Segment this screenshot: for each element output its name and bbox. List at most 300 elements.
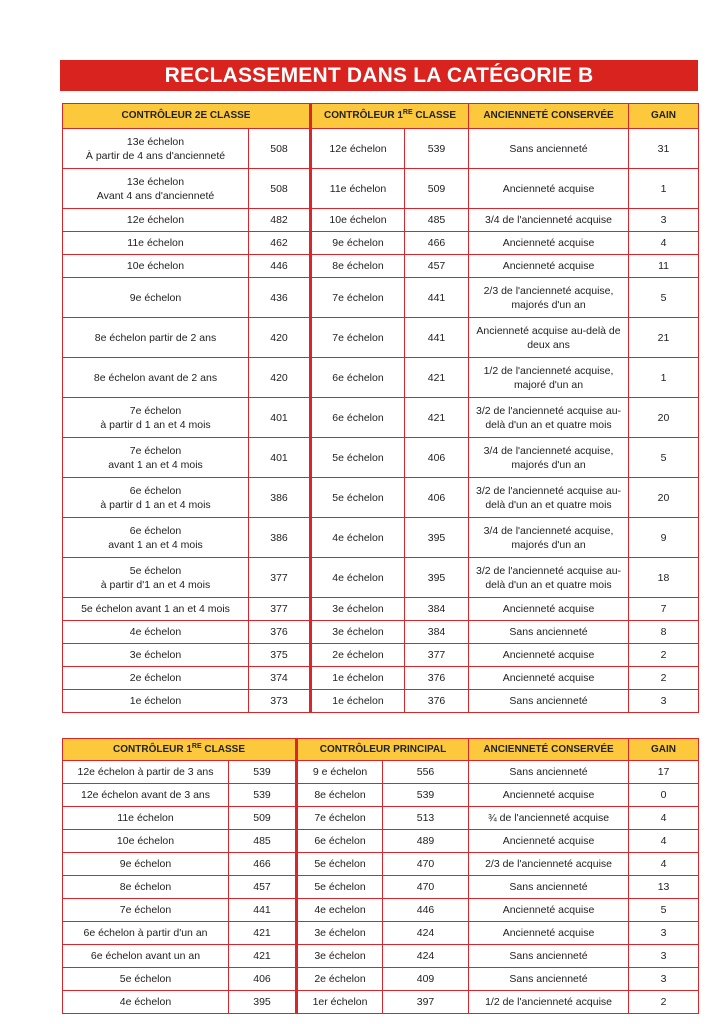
anciennete-conservee bbox=[469, 667, 629, 690]
gain bbox=[629, 876, 699, 899]
to-indice-line: 421 bbox=[427, 371, 446, 384]
to-echelon-line: 1er échelon bbox=[312, 996, 368, 1008]
from-indice-line: 386 bbox=[270, 531, 288, 544]
from-echelon-line: 12e échelon avant de 3 ans bbox=[80, 789, 211, 801]
anciennete-conservee-line: Sans ancienneté bbox=[509, 695, 588, 707]
to-indice bbox=[405, 438, 469, 478]
anciennete-conservee bbox=[469, 621, 629, 644]
from-echelon bbox=[63, 558, 249, 598]
table-row bbox=[63, 255, 699, 278]
from-echelon bbox=[63, 876, 229, 899]
from-echelon-line: 5e échelon bbox=[119, 973, 172, 985]
from-indice bbox=[249, 478, 311, 518]
anciennete-conservee-line: majorés d'un an bbox=[511, 458, 586, 471]
to-echelon bbox=[311, 558, 405, 598]
gain-line: 5 bbox=[660, 291, 667, 304]
to-echelon-line: 3e échelon bbox=[332, 603, 384, 615]
gain bbox=[629, 318, 699, 358]
gain bbox=[629, 690, 699, 713]
to-indice bbox=[405, 318, 469, 358]
anciennete-conservee-line: Sans ancienneté bbox=[509, 973, 588, 985]
gain-line: 7 bbox=[660, 603, 667, 615]
to-echelon-line: 5e échelon bbox=[314, 881, 366, 893]
from-indice-line: 421 bbox=[253, 927, 271, 939]
gain-line: 18 bbox=[657, 571, 670, 584]
header-controleur-1re-classe bbox=[63, 739, 297, 761]
to-indice-line: 395 bbox=[427, 571, 446, 584]
from-echelon-line: 6e échelon à partir d'un an bbox=[83, 927, 208, 939]
to-indice-line: 470 bbox=[416, 858, 435, 870]
anciennete-conservee bbox=[469, 598, 629, 621]
from-echelon-line: 12e échelon bbox=[126, 214, 185, 226]
from-indice bbox=[249, 318, 311, 358]
from-indice-line: 441 bbox=[253, 904, 271, 916]
table-row bbox=[63, 398, 699, 438]
anciennete-conservee-line: 3/4 de l'ancienneté acquise bbox=[485, 214, 612, 226]
table-row bbox=[63, 667, 699, 690]
to-indice bbox=[405, 621, 469, 644]
header-text-tail: CLASSE bbox=[201, 743, 245, 755]
header-superscript: RE bbox=[191, 742, 202, 750]
to-echelon bbox=[311, 129, 405, 169]
from-echelon-line: avant 1 an et 4 mois bbox=[108, 538, 203, 551]
anciennete-conservee bbox=[469, 169, 629, 209]
anciennete-conservee-line: delà d'un an et quatre mois bbox=[485, 418, 612, 431]
table-row bbox=[63, 830, 699, 853]
to-indice bbox=[405, 598, 469, 621]
to-echelon-line: 6e échelon bbox=[332, 371, 384, 384]
anciennete-conservee-line: Ancienneté acquise bbox=[502, 904, 595, 916]
reclassement-table-2e-to-1re bbox=[62, 103, 699, 713]
anciennete-conservee bbox=[469, 558, 629, 598]
from-echelon bbox=[63, 255, 249, 278]
from-indice bbox=[229, 922, 297, 945]
gain-line: 3 bbox=[660, 927, 667, 939]
from-echelon bbox=[63, 209, 249, 232]
anciennete-conservee-line: 3/2 de l'ancienneté acquise au- bbox=[476, 404, 622, 417]
to-indice-line: 539 bbox=[427, 142, 446, 155]
anciennete-conservee bbox=[469, 232, 629, 255]
from-echelon-line: 10e échelon bbox=[126, 260, 185, 272]
gain bbox=[629, 129, 699, 169]
anciennete-conservee-line: 3/4 de l'ancienneté acquise, bbox=[483, 444, 614, 457]
from-echelon bbox=[63, 945, 229, 968]
from-echelon-line: 4e échelon bbox=[119, 996, 172, 1008]
to-echelon bbox=[311, 621, 405, 644]
from-indice-line: 539 bbox=[253, 789, 271, 801]
from-echelon-line: 2e échelon bbox=[129, 672, 182, 684]
table-row bbox=[63, 318, 699, 358]
to-indice-line: 424 bbox=[416, 950, 435, 962]
to-indice bbox=[383, 945, 469, 968]
from-echelon-line: 8e échelon bbox=[119, 881, 172, 893]
to-echelon-line: 6e échelon bbox=[332, 411, 384, 424]
header-anciennete-conservee: ANCIENNETÉ CONSERVÉE bbox=[469, 104, 629, 129]
to-echelon-line: 5e échelon bbox=[332, 491, 384, 504]
table-header-row bbox=[63, 104, 699, 129]
anciennete-conservee bbox=[469, 478, 629, 518]
to-echelon bbox=[311, 232, 405, 255]
to-echelon bbox=[297, 922, 383, 945]
anciennete-conservee bbox=[469, 991, 629, 1014]
to-echelon-line: 4e échelon bbox=[332, 571, 384, 584]
from-echelon-line: à partir d 1 an et 4 mois bbox=[100, 498, 211, 511]
from-echelon-line: 11e échelon bbox=[127, 237, 184, 249]
table-row bbox=[63, 358, 699, 398]
from-indice-line: 466 bbox=[253, 858, 271, 870]
header-text: CONTRÔLEUR 1 bbox=[113, 743, 192, 755]
anciennete-conservee bbox=[469, 830, 629, 853]
header-gain: GAIN bbox=[629, 104, 699, 129]
to-indice-line: 409 bbox=[416, 973, 435, 985]
anciennete-conservee-line: majorés d'un an bbox=[511, 298, 586, 311]
anciennete-conservee bbox=[469, 209, 629, 232]
table-header-row bbox=[63, 739, 699, 761]
from-indice-line: 375 bbox=[270, 649, 288, 661]
from-indice bbox=[249, 558, 311, 598]
anciennete-conservee bbox=[469, 644, 629, 667]
to-indice bbox=[383, 784, 469, 807]
anciennete-conservee-line: Sans ancienneté bbox=[509, 626, 588, 638]
from-indice bbox=[249, 209, 311, 232]
to-indice bbox=[405, 255, 469, 278]
to-indice-line: 424 bbox=[416, 927, 435, 939]
table-row bbox=[63, 478, 699, 518]
to-indice-line: 384 bbox=[427, 626, 446, 638]
from-indice-line: 446 bbox=[270, 260, 288, 272]
anciennete-conservee-line: Ancienneté acquise au-delà de bbox=[476, 324, 621, 337]
to-indice-line: 513 bbox=[416, 812, 435, 824]
to-echelon bbox=[311, 255, 405, 278]
anciennete-conservee-line: 3/4 de l'ancienneté acquise, bbox=[483, 524, 614, 537]
from-indice bbox=[229, 784, 297, 807]
anciennete-conservee-line: 2/3 de l'ancienneté acquise bbox=[485, 858, 612, 870]
to-echelon bbox=[311, 690, 405, 713]
gain-line: 20 bbox=[657, 491, 670, 504]
gain-line: 4 bbox=[660, 835, 667, 847]
from-indice-line: 482 bbox=[270, 214, 288, 226]
to-echelon-line: 3e échelon bbox=[314, 927, 366, 939]
to-indice bbox=[405, 644, 469, 667]
from-echelon bbox=[63, 129, 249, 169]
anciennete-conservee-line: Ancienneté acquise bbox=[502, 260, 595, 272]
gain-line: 31 bbox=[657, 142, 670, 155]
gain-line: 17 bbox=[657, 766, 670, 778]
gain-line: 13 bbox=[657, 881, 670, 893]
gain-line: 2 bbox=[660, 672, 667, 684]
to-indice bbox=[405, 478, 469, 518]
from-echelon bbox=[63, 853, 229, 876]
gain bbox=[629, 558, 699, 598]
from-indice bbox=[249, 518, 311, 558]
from-echelon-line: 13e échelon bbox=[126, 175, 185, 188]
anciennete-conservee-line: Ancienneté acquise bbox=[502, 927, 595, 939]
from-echelon-line: avant 1 an et 4 mois bbox=[108, 458, 203, 471]
anciennete-conservee-line: delà d'un an et quatre mois bbox=[485, 498, 612, 511]
from-indice bbox=[229, 853, 297, 876]
from-echelon bbox=[63, 318, 249, 358]
gain-line: 4 bbox=[660, 812, 667, 824]
gain-line: 3 bbox=[660, 973, 667, 985]
from-indice bbox=[229, 876, 297, 899]
gain bbox=[629, 518, 699, 558]
to-echelon-line: 1e échelon bbox=[332, 695, 384, 707]
from-indice bbox=[249, 358, 311, 398]
anciennete-conservee-line: Ancienneté acquise bbox=[502, 603, 595, 615]
to-echelon-line: 8e échelon bbox=[332, 260, 384, 272]
gain-line: 1 bbox=[660, 371, 667, 384]
anciennete-conservee bbox=[469, 438, 629, 478]
from-indice-line: 377 bbox=[270, 571, 288, 584]
gain-line: 20 bbox=[657, 411, 670, 424]
to-echelon bbox=[311, 478, 405, 518]
table-row bbox=[63, 278, 699, 318]
to-echelon-line: 5e échelon bbox=[314, 858, 366, 870]
to-indice bbox=[405, 558, 469, 598]
from-indice-line: 457 bbox=[253, 881, 271, 893]
from-indice bbox=[229, 761, 297, 784]
header-text: CONTRÔLEUR 1 bbox=[324, 110, 403, 121]
table-row bbox=[63, 853, 699, 876]
from-indice bbox=[229, 945, 297, 968]
from-echelon-line: 8e échelon avant de 2 ans bbox=[93, 371, 218, 384]
anciennete-conservee bbox=[469, 129, 629, 169]
from-indice-line: 374 bbox=[270, 672, 288, 684]
from-echelon-line: 6e échelon avant un an bbox=[90, 950, 201, 962]
to-indice bbox=[383, 968, 469, 991]
from-indice-line: 421 bbox=[253, 950, 271, 962]
from-indice-line: 420 bbox=[270, 371, 288, 384]
header-gain: GAIN bbox=[629, 739, 699, 761]
anciennete-conservee-line: 2/3 de l'ancienneté acquise, bbox=[483, 284, 614, 297]
anciennete-conservee bbox=[469, 922, 629, 945]
gain bbox=[629, 830, 699, 853]
to-indice bbox=[405, 358, 469, 398]
from-echelon-line: Avant 4 ans d'ancienneté bbox=[96, 189, 215, 202]
header-superscript: RE bbox=[402, 109, 413, 116]
anciennete-conservee-line: Ancienneté acquise bbox=[502, 182, 595, 195]
anciennete-conservee-line: 1/2 de l'ancienneté acquise, bbox=[483, 364, 614, 377]
from-echelon-line: 7e échelon bbox=[129, 444, 182, 457]
to-indice-line: 441 bbox=[427, 291, 446, 304]
gain bbox=[629, 922, 699, 945]
header-anciennete-conservee: ANCIENNETÉ CONSERVÉE bbox=[469, 739, 629, 761]
to-echelon bbox=[311, 398, 405, 438]
to-echelon bbox=[297, 991, 383, 1014]
table-row bbox=[63, 945, 699, 968]
from-echelon bbox=[63, 899, 229, 922]
to-indice-line: 376 bbox=[427, 672, 446, 684]
to-echelon bbox=[311, 278, 405, 318]
table-row bbox=[63, 899, 699, 922]
from-indice bbox=[249, 129, 311, 169]
from-echelon-line: à partir d'1 an et 4 mois bbox=[100, 578, 211, 591]
to-indice bbox=[405, 278, 469, 318]
gain bbox=[629, 807, 699, 830]
from-indice-line: 386 bbox=[270, 491, 288, 504]
anciennete-conservee-line: majoré d'un an bbox=[513, 378, 584, 391]
to-echelon-line: 3e échelon bbox=[314, 950, 366, 962]
to-echelon bbox=[297, 853, 383, 876]
from-echelon bbox=[63, 968, 229, 991]
table-row bbox=[63, 129, 699, 169]
from-indice bbox=[249, 169, 311, 209]
from-echelon bbox=[63, 690, 249, 713]
to-echelon bbox=[297, 968, 383, 991]
table-row bbox=[63, 169, 699, 209]
to-indice bbox=[405, 690, 469, 713]
anciennete-conservee-line: Ancienneté acquise bbox=[502, 649, 595, 661]
gain-line: 0 bbox=[660, 789, 667, 801]
table-row bbox=[63, 968, 699, 991]
from-indice bbox=[229, 899, 297, 922]
from-indice bbox=[249, 438, 311, 478]
page-title: RECLASSEMENT DANS LA CATÉGORIE B bbox=[60, 60, 698, 91]
to-echelon bbox=[311, 667, 405, 690]
from-indice bbox=[229, 968, 297, 991]
to-indice-line: 470 bbox=[416, 881, 435, 893]
to-indice-line: 466 bbox=[427, 237, 446, 249]
anciennete-conservee-line: Sans ancienneté bbox=[509, 881, 588, 893]
gain bbox=[629, 991, 699, 1014]
from-indice bbox=[229, 991, 297, 1014]
to-echelon bbox=[311, 644, 405, 667]
table-row bbox=[63, 807, 699, 830]
from-echelon bbox=[63, 598, 249, 621]
header-text-tail: CLASSE bbox=[412, 110, 456, 121]
gain bbox=[629, 761, 699, 784]
to-echelon-line: 7e échelon bbox=[332, 291, 384, 304]
gain bbox=[629, 358, 699, 398]
to-indice-line: 397 bbox=[416, 996, 435, 1008]
to-echelon bbox=[297, 876, 383, 899]
gain-line: 9 bbox=[660, 531, 667, 544]
from-indice-line: 539 bbox=[253, 766, 271, 778]
from-echelon bbox=[63, 761, 229, 784]
to-indice-line: 406 bbox=[427, 451, 446, 464]
from-indice-line: 395 bbox=[253, 996, 271, 1008]
anciennete-conservee bbox=[469, 318, 629, 358]
anciennete-conservee bbox=[469, 968, 629, 991]
gain bbox=[629, 621, 699, 644]
gain bbox=[629, 644, 699, 667]
to-indice-line: 406 bbox=[427, 491, 446, 504]
from-indice-line: 508 bbox=[270, 142, 288, 155]
from-echelon-line: à partir d 1 an et 4 mois bbox=[100, 418, 211, 431]
from-echelon-line: 3e échelon bbox=[129, 649, 182, 661]
anciennete-conservee bbox=[469, 518, 629, 558]
to-echelon bbox=[297, 761, 383, 784]
from-indice bbox=[229, 830, 297, 853]
to-indice-line: 376 bbox=[427, 695, 446, 707]
to-echelon-line: 8e échelon bbox=[314, 789, 366, 801]
to-echelon bbox=[311, 438, 405, 478]
from-echelon bbox=[63, 232, 249, 255]
to-echelon-line: 3e échelon bbox=[332, 626, 384, 638]
from-indice-line: 509 bbox=[253, 812, 271, 824]
to-echelon bbox=[311, 358, 405, 398]
to-indice bbox=[405, 518, 469, 558]
header-controleur-principal: CONTRÔLEUR PRINCIPAL bbox=[297, 739, 469, 761]
anciennete-conservee bbox=[469, 876, 629, 899]
anciennete-conservee-line: Ancienneté acquise bbox=[502, 237, 595, 249]
to-indice bbox=[383, 899, 469, 922]
to-indice bbox=[383, 991, 469, 1014]
from-echelon-line: 13e échelon bbox=[126, 135, 185, 148]
header-controleur-2e-classe: CONTRÔLEUR 2E CLASSE bbox=[63, 104, 311, 129]
from-indice-line: 508 bbox=[270, 182, 288, 195]
from-echelon-line: 6e échelon bbox=[129, 524, 182, 537]
gain bbox=[629, 784, 699, 807]
table-row bbox=[63, 876, 699, 899]
anciennete-conservee bbox=[469, 761, 629, 784]
reclassement-table-1re-to-principal bbox=[62, 738, 699, 1014]
from-echelon bbox=[63, 518, 249, 558]
to-indice bbox=[405, 232, 469, 255]
to-echelon-line: 11e échelon bbox=[329, 182, 387, 195]
gain bbox=[629, 232, 699, 255]
to-indice-line: 457 bbox=[427, 260, 446, 272]
to-echelon-line: 9 e échelon bbox=[312, 766, 368, 778]
gain bbox=[629, 209, 699, 232]
anciennete-conservee-line: Sans ancienneté bbox=[509, 766, 588, 778]
from-indice bbox=[249, 667, 311, 690]
anciennete-conservee-line: majorés d'un an bbox=[511, 538, 586, 551]
from-echelon bbox=[63, 278, 249, 318]
to-echelon-line: 2e échelon bbox=[314, 973, 366, 985]
to-echelon bbox=[297, 830, 383, 853]
to-indice-line: 485 bbox=[427, 214, 446, 226]
to-indice-line: 489 bbox=[416, 835, 435, 847]
from-indice bbox=[249, 621, 311, 644]
from-echelon bbox=[63, 438, 249, 478]
anciennete-conservee-line: Sans ancienneté bbox=[509, 950, 588, 962]
from-indice bbox=[249, 278, 311, 318]
from-indice bbox=[229, 807, 297, 830]
to-echelon bbox=[311, 518, 405, 558]
gain bbox=[629, 667, 699, 690]
gain-line: 2 bbox=[660, 649, 667, 661]
anciennete-conservee-line: deux ans bbox=[527, 338, 570, 351]
to-echelon bbox=[297, 899, 383, 922]
to-indice-line: 509 bbox=[427, 182, 446, 195]
gain-line: 11 bbox=[658, 260, 669, 272]
to-echelon bbox=[297, 807, 383, 830]
anciennete-conservee-line: Sans ancienneté bbox=[509, 142, 588, 155]
from-indice-line: 436 bbox=[270, 291, 288, 304]
to-echelon-line: 9e échelon bbox=[332, 237, 384, 249]
from-echelon-line: 10e échelon bbox=[116, 835, 175, 847]
table-row bbox=[63, 518, 699, 558]
to-indice-line: 395 bbox=[427, 531, 446, 544]
to-echelon bbox=[297, 784, 383, 807]
gain bbox=[629, 478, 699, 518]
from-indice-line: 373 bbox=[270, 695, 288, 707]
to-indice bbox=[405, 667, 469, 690]
to-indice-line: 556 bbox=[416, 766, 435, 778]
table-row bbox=[63, 438, 699, 478]
gain-line: 3 bbox=[660, 950, 667, 962]
from-echelon-line: 7e échelon bbox=[129, 404, 182, 417]
from-echelon-line: 12e échelon à partir de 3 ans bbox=[77, 766, 214, 778]
from-echelon bbox=[63, 922, 229, 945]
table-row bbox=[63, 558, 699, 598]
anciennete-conservee-line: 1/2 de l'ancienneté acquise bbox=[485, 996, 612, 1008]
from-echelon bbox=[63, 169, 249, 209]
to-indice bbox=[383, 830, 469, 853]
from-echelon-line: 9e échelon bbox=[129, 291, 182, 304]
from-indice-line: 377 bbox=[270, 603, 288, 615]
